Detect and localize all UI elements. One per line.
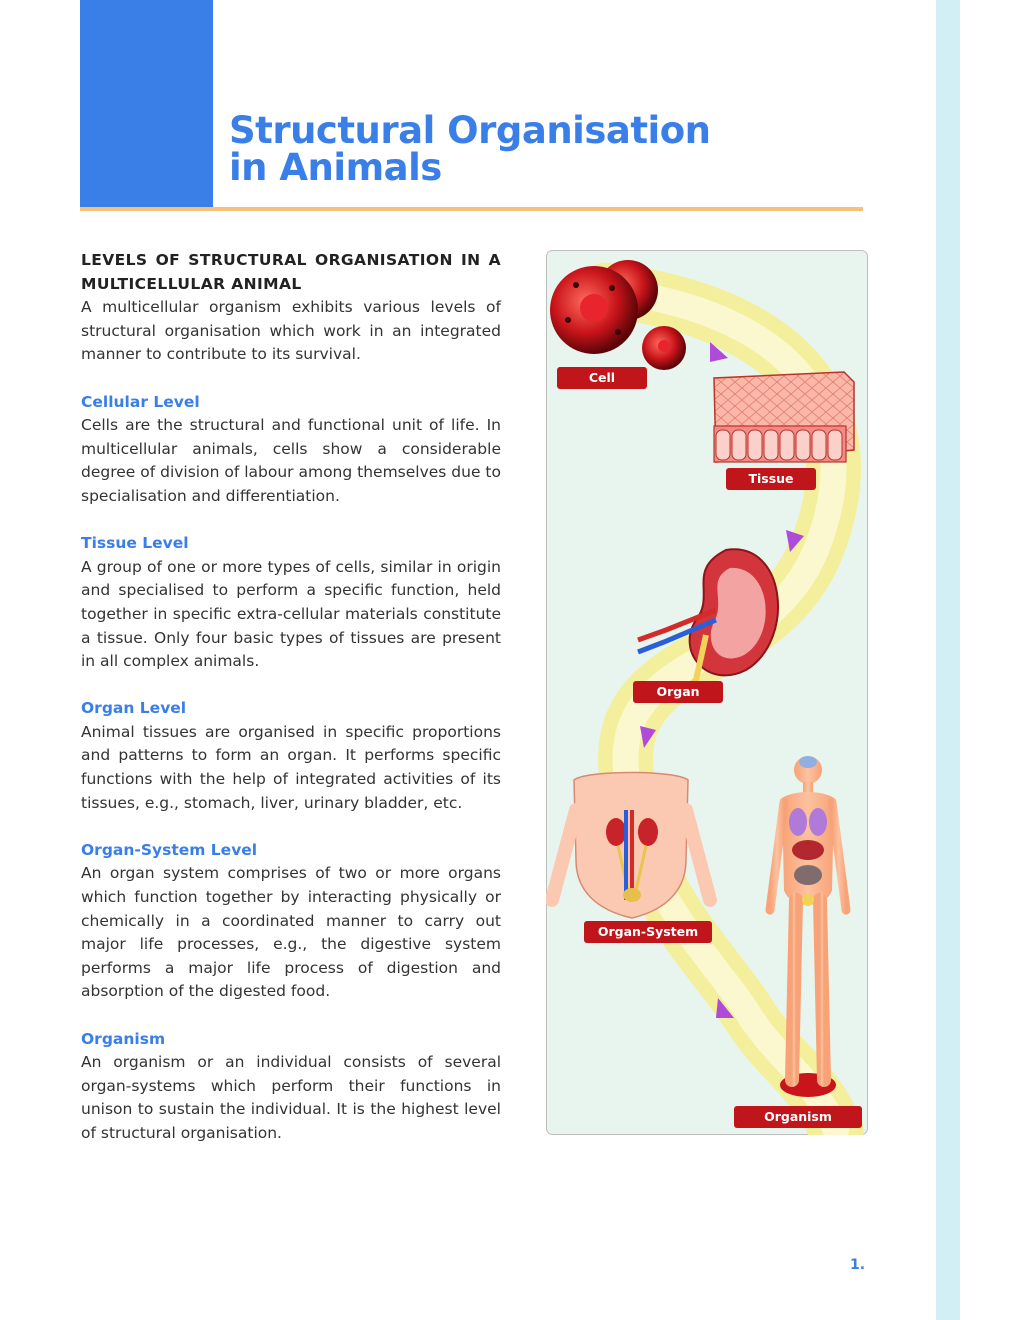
- section-body-organ: Animal tissues are organised in specific proportions and patterns to form an organ. It performs specific functions with the help of integrated activities of its tissues, e.g., stomach, liver, urinary bladder, etc.: [81, 722, 501, 812]
- section-heading-cellular: Cellular Level: [81, 392, 200, 411]
- section-heading-organ: Organ Level: [81, 699, 187, 718]
- section-body-organism: An organism or an individual consists of several organ-systems which perform their functions in unison to sustain the individual. It is the highest level of structural organisation.: [81, 1053, 501, 1142]
- svg-text:Cell: Cell: [588, 370, 616, 385]
- tissue-illustration: [714, 372, 854, 462]
- section-heading-tissue: Tissue Level: [81, 534, 189, 553]
- side-strip: [936, 0, 960, 1320]
- page-title: [229, 109, 711, 189]
- organisation-levels-illustration: [546, 250, 868, 1135]
- svg-text:Organism: Organism: [764, 1109, 832, 1124]
- svg-text:Organ: Organ: [656, 684, 700, 699]
- text-column: [81, 249, 501, 1169]
- label-tissue: [726, 468, 816, 490]
- page-title-line-2: in Animals: [229, 146, 442, 189]
- organisation-levels-figure: [546, 250, 868, 1135]
- label-organ-system: [584, 921, 712, 943]
- section-body-tissue: A group of one or more types of cells, similar in origin and specialised to perform a specific function, held together in specific extra-cellular materials constitute a tissue. Only four basic types of tissues are present in all complex animals.: [81, 557, 501, 671]
- intro-paragraph: A multicellular organism exhibits various levels of structural organisation which work in an integrated manner to contribute to its survival.: [81, 298, 501, 364]
- svg-text:Tissue: Tissue: [748, 471, 794, 486]
- section-heading-organism: Organism: [81, 1029, 166, 1048]
- label-organism: [734, 1106, 862, 1128]
- page-number: 1.: [850, 1257, 866, 1273]
- label-organ: [633, 681, 723, 703]
- title-underline: [80, 207, 863, 211]
- svg-text:Organ-System: Organ-System: [597, 924, 699, 939]
- header-color-block: [80, 0, 213, 207]
- page-title-line-1: Structural Organisation: [229, 109, 711, 152]
- section-heading-organ-system: Organ-System Level: [81, 840, 258, 859]
- label-cell: [557, 367, 647, 389]
- section-body-cellular: Cells are the structural and functional unit of life. In multicellular animals, cells show a considerable degree of division of labour among themselves due to specialisation and differentiation.: [81, 416, 501, 505]
- section-body-organ-system: An organ system comprises of two or more organs which function together by interacting physically or chemically in a coordinated manner to carry out major life processes, e.g., the digestive system performs a major life process of digestion and absorption of the digested food.: [81, 864, 501, 1001]
- intro-heading: LEVELS OF STRUCTURAL ORGANISATION IN A MULTICELLULAR ANIMAL: [81, 251, 501, 293]
